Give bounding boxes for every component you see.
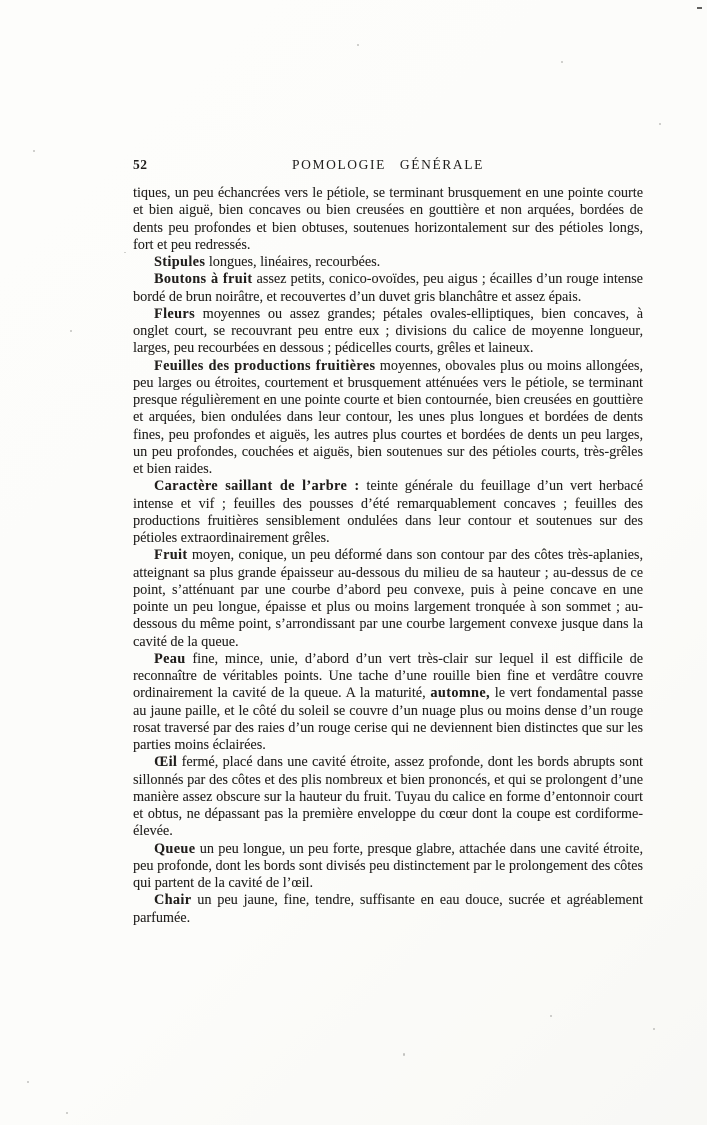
scan-speck <box>561 61 563 63</box>
paragraph-queue <box>133 841 643 893</box>
paragraph-text: fermé, placé dans une cavité étroite, assez profonde, dont les bords abrupts sont sillonnés par des côtes et des plis nombreux et bien prononcés, et qui se prolongent d’une manière assez obscure sur la hauteur du fruit. Tuyau du calice en forme d’entonnoir court et obtus, ne dépassant pas la première enveloppe du cœur dont la coupe est cordiforme-élevée. <box>133 754 643 840</box>
paragraph-text: teinte générale du feuillage d’un vert herbacé intense et vif ; feuilles des pousses d’été remarquablement concaves ; feuilles des productions fruitières sensiblement ondulées dans leur contour et soutenues sur des pétioles extraordinairement grêles. <box>133 478 643 546</box>
scan-speck <box>27 1081 29 1083</box>
paragraph-text: un peu jaune, fine, tendre, suffisante en eau douce, sucrée et agréablement parfumée. <box>133 892 643 926</box>
scan-speck <box>659 123 661 125</box>
lead-word: Queue <box>154 840 196 857</box>
text-block <box>133 185 643 927</box>
scan-speck <box>653 1028 655 1030</box>
scan-speck <box>403 1053 405 1056</box>
paragraph-oeil <box>133 754 643 840</box>
paragraph-text: moyennes, obovales plus ou moins allongées, peu larges ou étroites, courtement et brusquement atténuées vers le pétiole, se terminant presque régulièrement en une pointe courte et bien contournée, bien creusées en gouttière et arquées, bien ondulées dans leur contour, les unes plus longues et bordées de dents fines, peu profondes et aiguës, les autres plus courtes et bordées de dents un peu larges, un peu profondes, couchées et aiguës, bien soutenues sur des pétioles courts, très-grêles et bien raides. <box>133 357 644 477</box>
paragraph-text: longues, linéaires, recourbées. <box>205 254 381 270</box>
scan-speck <box>66 1112 68 1114</box>
paragraph-caractere-saillant <box>133 478 643 547</box>
scan-speck <box>550 1015 552 1017</box>
page-header <box>133 157 643 177</box>
paragraph-text: le vert fondamental passe au jaune paille, et le côté du soleil se couvre d’un nuage plus ou moins dense d’un rouge rosat traversé par des raies d’un rouge cerise qui ne deviennent bien distinctes que sur les parties moins éclairées. <box>133 685 644 753</box>
lead-word: Œil <box>154 754 178 771</box>
lead-word: Caractère saillant de l’arbre : <box>154 478 360 495</box>
running-header-title: POMOLOGIE GÉNÉRALE <box>292 157 484 172</box>
paragraph-text: assez petits, conico-ovoïdes, peu aigus ; écailles d’un rouge intense bordé de brun noirâtre, et recouvertes d’un duvet gris blanchâtre et assez épais. <box>133 271 643 305</box>
paragraph-chair <box>133 892 643 927</box>
lead-word: Boutons à fruit <box>154 271 253 288</box>
scan-mark <box>697 7 702 9</box>
scan-speck <box>70 330 72 332</box>
paragraph-text: tiques, un peu échancrées vers le pétiole, se terminant brusquement en une pointe courte et bien aiguë, bien concaves ou bien creusées en gouttière et non arquées, bordées de dents peu profondes et bien obtuses, soutenues horizontalement sur des pétioles longs, fort et peu redressés. <box>133 185 643 253</box>
lead-word: Fruit <box>154 547 188 564</box>
lead-word: Fleurs <box>154 305 196 322</box>
lead-word: Chair <box>154 892 192 909</box>
scan-speck <box>124 252 126 253</box>
paragraph-fleurs <box>133 306 643 358</box>
lead-word-automne: automne, <box>430 685 490 702</box>
page-number: 52 <box>133 157 148 172</box>
paragraph-fruit <box>133 547 643 651</box>
scan-speck <box>357 44 359 46</box>
paragraph-peau <box>133 651 643 755</box>
lead-word: Stipules <box>154 254 206 270</box>
paragraph-text: moyen, conique, un peu déformé dans son contour par des côtes très-aplanies, atteignant sa plus grande épaisseur au-dessous du milieu de sa hauteur ; au-dessus de ce point, s’atténuant par une courbe d’abord peu convexe, puis à peine concave en une pointe un peu longue, épaisse et plus ou moins largement tronquée à son sommet ; au-dessous du même point, s’arrondissant par une courbe largement convexe jusque dans la cavité de la queue. <box>133 547 643 650</box>
paragraph-feuilles <box>133 358 643 479</box>
paragraph-text: un peu longue, un peu forte, presque glabre, attachée dans une cavité étroite, peu profonde, dont les bords sont divisés peu distinctement par le prolongement des côtes qui partent de la cavité de l’œil. <box>133 840 643 891</box>
paragraph-text: fine, mince, unie, d’abord d’un vert très-clair sur lequel il est difficile de reconnaître de véritables points. Une tache d’une rouille bien fine et verdâtre couvre ordinairement la cavité de la queue. A la maturité, <box>133 650 643 702</box>
paragraph-stipules <box>133 254 643 271</box>
lead-word: Peau <box>154 650 186 667</box>
scan-speck <box>33 150 35 152</box>
lead-word: Feuilles des productions fruitières <box>154 357 376 374</box>
paragraph-boutons-a-fruit <box>133 271 643 306</box>
paragraph-continuation <box>133 185 643 254</box>
paragraph-text: moyennes ou assez grandes; pétales ovales-elliptiques, bien concaves, à onglet court, se recouvrant peu entre eux ; divisions du calice de moyenne longueur, larges, peu recourbées en dessous ; pédicelles courts, grêles et laineux. <box>133 305 643 357</box>
